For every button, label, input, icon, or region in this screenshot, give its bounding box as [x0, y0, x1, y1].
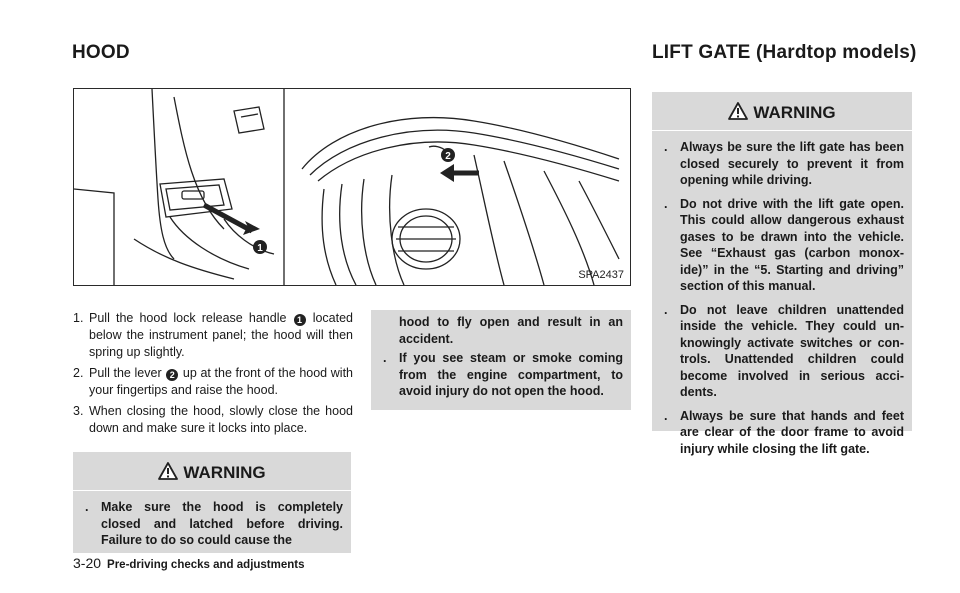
step-text: Pull the lever	[89, 366, 166, 380]
liftgate-warning-box	[652, 92, 912, 456]
bullet: .	[383, 351, 387, 365]
step-text: located below the instrument panel; the hood will then spring up slightly.	[89, 311, 353, 359]
warning-title-text: WARNING	[183, 463, 266, 482]
figure-code: SPA2437	[578, 269, 624, 281]
arrow-icon	[440, 164, 454, 182]
warning-item	[73, 499, 351, 549]
page-number: 3-20	[73, 555, 102, 571]
step-number: 1.	[73, 311, 84, 325]
hood-release-illustration	[73, 88, 631, 286]
step-text: up at the front of the hood with your fingertips and raise the hood.	[89, 366, 354, 397]
warning-title-text: WARNING	[753, 103, 836, 122]
warning-item	[652, 139, 912, 189]
step-number: 3.	[73, 404, 84, 418]
bullet: .	[664, 408, 668, 423]
section-heading-hood: HOOD	[72, 42, 130, 63]
warning-item-text: Always be sure that hands and feet are clear of the door frame to avoid injury while closing the lift gate.	[680, 408, 904, 456]
warning-list	[652, 139, 912, 464]
section-name: Pre-driving checks and adjustments	[107, 559, 305, 571]
warning-item	[652, 408, 912, 458]
warning-item	[652, 196, 912, 295]
callout-2-marker: 2	[166, 369, 178, 381]
callout-2-label: 2	[445, 151, 451, 162]
bullet: .	[664, 196, 668, 211]
hood-illustration-drawing	[74, 89, 630, 285]
bullet: .	[664, 302, 668, 317]
hood-steps	[73, 310, 353, 441]
warning-item	[371, 350, 631, 400]
warning-icon	[158, 462, 178, 480]
step-number: 2.	[73, 366, 84, 380]
callout-1-label: 1	[257, 243, 263, 254]
warning-item-text: hood to fly open and result in an accident.	[399, 315, 623, 346]
step-3	[73, 403, 353, 437]
step-text: Pull the hood lock release handle	[89, 311, 293, 325]
warning-item-text: Always be sure the lift gate has been closed securely to prevent it from opening while driving.	[680, 140, 904, 187]
warning-item-text: Make sure the hood is completely closed and latched before driving. Failure to do so could cause the	[101, 500, 343, 547]
step-text: When closing the hood, slowly close the hood down and make sure it locks into place.	[89, 404, 353, 435]
warning-item-continued	[371, 314, 631, 347]
hood-warning-box	[73, 452, 351, 553]
bullet: .	[85, 500, 89, 514]
callout-1-marker: 1	[294, 314, 306, 326]
warning-title	[652, 102, 912, 123]
warning-item-text: If you see steam or smoke coming from the engine compartment, to avoid injury do not open the hood.	[399, 351, 623, 398]
warning-item-text: Do not drive with the lift gate open. This could allow dangerous exhaust gases to be drawn into the vehicle. See “Exhaust gas (carbon monox-ide)” in the “5. Starting and driving” section of this manual.	[680, 196, 904, 293]
page-footer	[73, 555, 305, 571]
step-2	[73, 365, 353, 399]
warning-icon	[728, 102, 748, 120]
warning-item	[652, 302, 912, 401]
step-1	[73, 310, 353, 361]
warning-title	[73, 462, 351, 483]
section-heading-lift-gate: LIFT GATE (Hardtop models)	[652, 42, 917, 63]
hood-warning-continued	[371, 310, 631, 410]
bullet: .	[664, 140, 668, 154]
warning-item-text: Do not leave children unattended inside the vehicle. They could un-knowingly activate switches or con-trols. Unattended children could become involved in serious acci-dents.	[680, 302, 904, 399]
